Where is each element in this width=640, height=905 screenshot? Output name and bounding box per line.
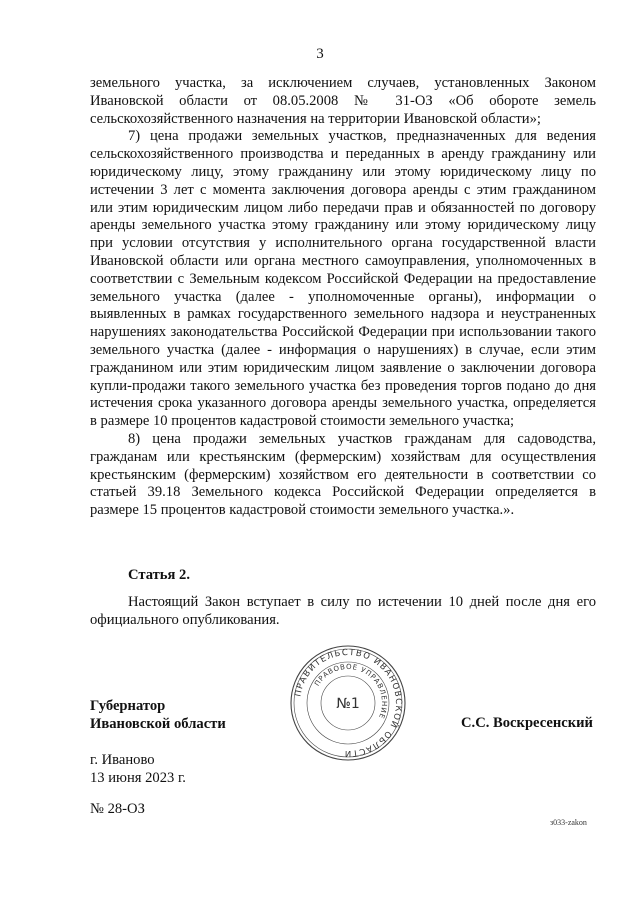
place-and-date: [90, 751, 186, 787]
seal-outer-text: ПРАВИТЕЛЬСТВО ИВАНОВСКОЙ ОБЛАСТИ: [293, 647, 404, 759]
signatory-name: С.С. Воскресенский: [461, 715, 593, 731]
document-code: з033-zakon: [550, 818, 587, 827]
law-number: № 28-ОЗ: [90, 801, 145, 817]
law-paragraph: земельного участка, за исключением случаев, установленных Законом Ивановской области от 08.05.2008 № 31-ОЗ «Об обороте земель сельскохозяйственного назначения на территории Ивановской области»;: [90, 75, 596, 127]
signatory-position: [90, 697, 226, 733]
law-paragraph: 8) цена продажи земельных участков гражданам для садоводства, гражданам или крестьянским (фермерским) хозяйствам для осуществления крестьянским (фермерским) хозяйством его деятельности в соответствии со статьей 39.18 Земельного кодекса Российской Федерации определяется в размере 15 процентов кадастровой стоимости земельного участка.».: [90, 430, 596, 519]
seal-number: №1: [336, 696, 360, 712]
signatory-position-line2: Ивановской области: [90, 716, 226, 732]
seal-inner-text: ПРАВОВОЕ УПРАВЛЕНИЕ: [313, 662, 389, 721]
signing-place: г. Иваново: [90, 752, 155, 768]
official-seal-stamp: [286, 644, 410, 762]
law-body-text: [90, 75, 596, 520]
article-title: Статья 2.: [128, 567, 190, 583]
law-paragraph: 7) цена продажи земельных участков, предназначенных для ведения сельскохозяйственного производства и переданных в аренду гражданину или юридическому лицу, этому гражданину или этому юридическому лицу по истечении 3 лет с момента заключения договора аренды с этим гражданином или этим юридическим лицом либо передачи прав и обязанностей по договору аренды земельного участка этому гражданину или этому юридическому лицу при условии отсутствия у исполнительного органа государственной власти Ивановской области или органа местного самоуправления, уполномоченных в соответствии с Земельным кодексом Российской Федерации на предоставление земельного участка (далее - уполномоченные органы), информации о выявленных в рамках государственного земельного надзора и неустраненных нарушениях законодательства Российской Федерации при использовании такого земельного участка (далее - информация о нарушениях) в случае, если этим гражданином или этим юридическим лицом заявление о заключении договора купли-продажи такого земельного участка без проведения торгов подано до дня истечения срока указанного договора аренды земельного участка, определяется в размере 10 процентов кадастровой стоимости земельного участка;: [90, 128, 596, 430]
page-number: 3: [316, 46, 324, 62]
signatory-position-line1: Губернатор: [90, 698, 166, 714]
signing-date: 13 июня 2023 г.: [90, 770, 186, 786]
article-2-text: Настоящий Закон вступает в силу по истечении 10 дней после дня его официального опубликования.: [90, 594, 596, 628]
